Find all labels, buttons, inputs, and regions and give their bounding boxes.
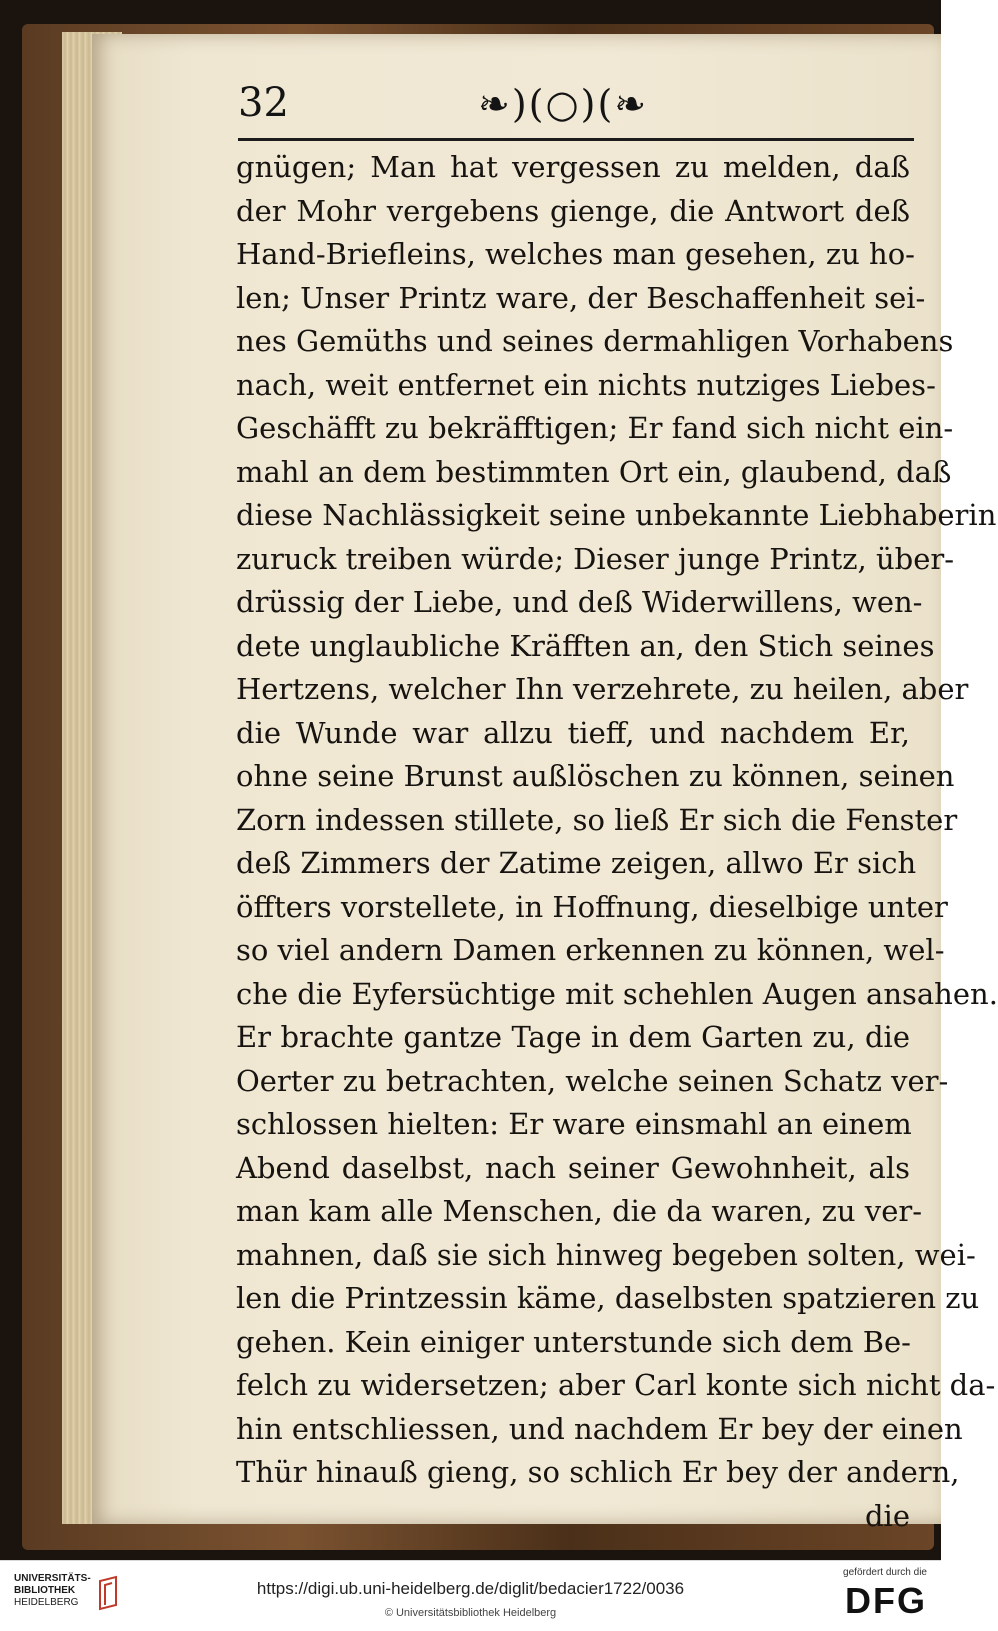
text-line: der Mohr vergebens gienge, die Antwort deß bbox=[236, 193, 910, 228]
text-line: mahnen, daß sie sich hinweg begeben solten, wei- bbox=[236, 1237, 976, 1272]
catchword: die bbox=[864, 1498, 910, 1533]
dfg-logo[interactable]: DFG bbox=[845, 1580, 927, 1621]
text-line: len die Printzessin käme, daselbsten spatzieren zu bbox=[236, 1281, 980, 1315]
library-name-line1: UNIVERSITÄTS- bbox=[14, 1573, 91, 1584]
text-line: Abend daselbst, nach seiner Gewohnheit, als bbox=[236, 1150, 910, 1185]
page-header bbox=[238, 80, 918, 140]
text-line: Zorn indessen stillete, so ließ Er sich die Fenster bbox=[236, 802, 958, 837]
running-head-ornament: ❧)(○)(❧ bbox=[478, 82, 649, 126]
text-line: Hertzens, welcher Ihn verzehrete, zu heilen, aber bbox=[236, 672, 969, 706]
text-line: drüssig der Liebe, und deß Widerwillens, wen- bbox=[236, 585, 923, 619]
text-line: gnügen; Man hat vergessen zu melden, daß bbox=[236, 150, 910, 184]
text-line: so viel andern Damen erkennen zu können, wel- bbox=[236, 933, 945, 967]
text-line: diese Nachlässigkeit seine unbekannte Liebhaberin bbox=[236, 498, 997, 532]
text-line: man kam alle Menschen, die da waren, zu ver- bbox=[236, 1194, 923, 1228]
text-line: dete unglaubliche Kräfften an, den Stich seines bbox=[236, 628, 935, 663]
body-text bbox=[236, 146, 998, 1538]
text-line: felch zu widersetzen; aber Carl konte sich nicht da- bbox=[236, 1368, 996, 1402]
text-line: nach, weit entfernet ein nichts nutziges Liebes- bbox=[236, 367, 936, 402]
text-line: ohne seine Brunst außlöschen zu können, seinen bbox=[236, 759, 955, 793]
text-line: len; Unser Printz ware, der Beschaffenheit sei- bbox=[236, 280, 926, 315]
text-line: Thür hinauß gieng, so schlich Er bey der andern, bbox=[236, 1455, 960, 1489]
copyright-notice: © Universitätsbibliothek Heidelberg bbox=[384, 1607, 557, 1619]
text-line: hin entschliessen, und nachdem Er bey der einen bbox=[236, 1411, 963, 1446]
text-line: öffters vorstellete, in Hoffnung, dieselbige unter bbox=[236, 889, 948, 924]
page-number: 32 bbox=[238, 80, 289, 126]
text-line: deß Zimmers der Zatime zeigen, allwo Er sich bbox=[236, 846, 917, 880]
text-line: Oerter zu betrachten, welche seinen Schatz ver- bbox=[236, 1063, 949, 1098]
header-rule bbox=[238, 138, 914, 141]
text-line: die Wunde war allzu tieff, und nachdem Er, bbox=[236, 715, 910, 750]
text-line: Er brachte gantze Tage in dem Garten zu, die bbox=[236, 1020, 910, 1054]
document-url-link[interactable]: https://digi.ub.uni-heidelberg.de/diglit/bedacier1722/0036 bbox=[256, 1579, 685, 1598]
text-line: che die Eyfersüchtige mit schehlen Augen ansahen. bbox=[236, 976, 998, 1011]
text-line: Hand-Briefleins, welches man gesehen, zu ho- bbox=[236, 237, 915, 271]
text-line: mahl an dem bestimmten Ort ein, glaubend, daß bbox=[236, 454, 952, 489]
library-name-line3: HEIDELBERG bbox=[14, 1597, 79, 1608]
text-line: schlossen hielten: Er ware einsmahl an einem bbox=[236, 1107, 912, 1141]
viewer-footer bbox=[0, 1560, 941, 1631]
text-line: zuruck treiben würde; Dieser junge Printz, über- bbox=[236, 541, 955, 576]
library-name-line2: BIBLIOTHEK bbox=[14, 1585, 76, 1596]
text-line: nes Gemüths und seines dermahligen Vorhabens bbox=[236, 324, 954, 358]
text-line: gehen. Kein einiger unterstunde sich dem Be- bbox=[236, 1324, 911, 1359]
text-line: Geschäfft zu bekräfftigen; Er fand sich nicht ein- bbox=[236, 411, 954, 445]
funder-caption: gefördert durch die bbox=[843, 1567, 927, 1578]
